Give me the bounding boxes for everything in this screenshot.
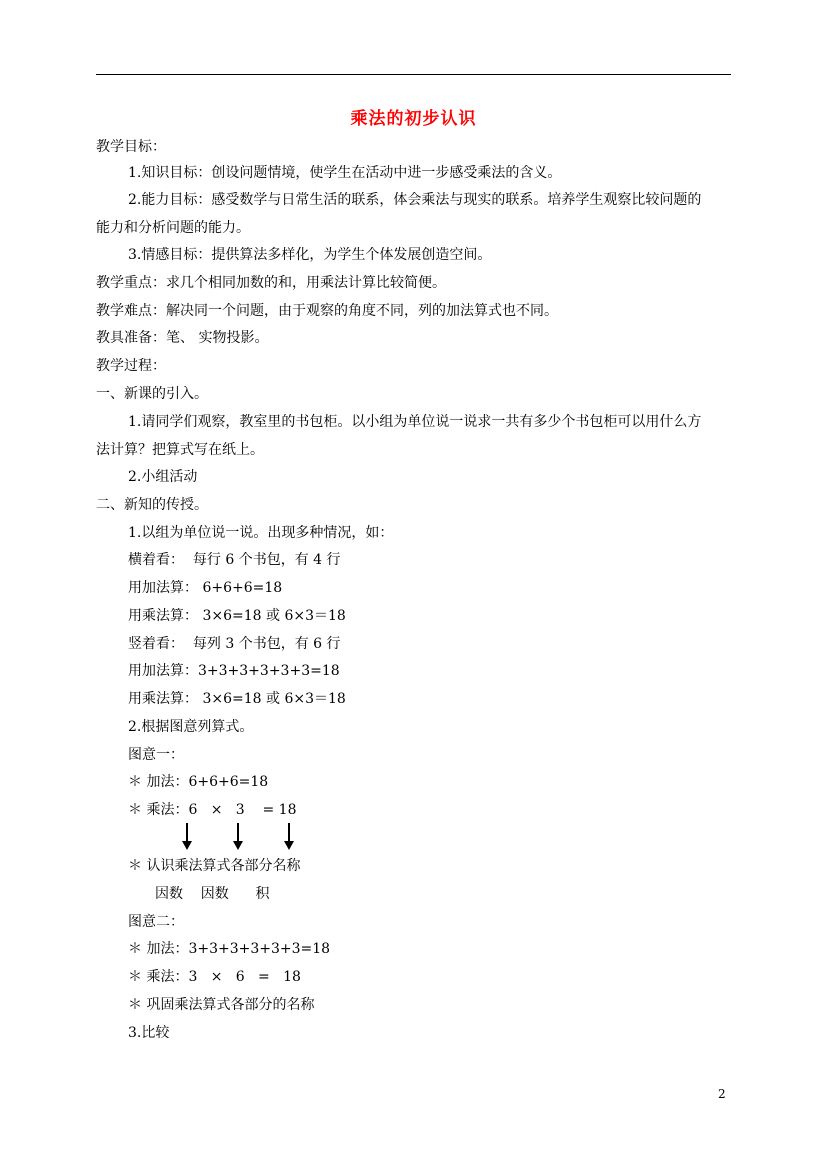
factor-product-labels: 因数 因数 积: [155, 886, 270, 902]
teaching-difficulty: 教学难点：解决同一个问题，由于观察的角度不同，列的加法算式也不同。: [96, 303, 558, 319]
teaching-tools: 教具准备：笔、 实物投影。: [96, 330, 269, 346]
figure-two-addition: ＊ 加法：3+3+3+3+3+3=18: [128, 941, 331, 957]
arrow-down-icon: [284, 823, 294, 851]
goals-heading: 教学目标：: [96, 139, 166, 155]
new-item1: 1.以组为单位说一说。出现多种情况，如：: [128, 525, 394, 541]
intro-item2: 2.小组活动: [128, 469, 198, 485]
header-rule: [96, 74, 731, 75]
teaching-focus: 教学重点：求几个相同加数的和，用乘法计算比较简便。: [96, 275, 446, 291]
figure-two-consolidate: ＊ 巩固乘法算式各部分的名称: [128, 997, 315, 1013]
horizontal-view: 横着看： 每行 6 个书包，有 4 行: [128, 552, 341, 568]
addition-1: 用加法算： 6+6+6=18: [128, 580, 283, 596]
multiplication-2: 用乘法算： 3×6=18 或 6×3＝18: [128, 691, 346, 707]
figure-one-addition: ＊ 加法：6+6+6=18: [128, 774, 269, 790]
figure-two-heading: 图意二：: [128, 914, 184, 930]
section-new-knowledge: 二、新知的传授。: [96, 497, 208, 513]
figure-one-multiplication: ＊ 乘法：6 × 3 = 18: [128, 802, 297, 818]
process-heading: 教学过程：: [96, 358, 166, 374]
multiplication-1: 用乘法算： 3×6=18 或 6×3＝18: [128, 608, 346, 624]
figure-two-multiplication: ＊ 乘法：3 × 6 = 18: [128, 969, 301, 985]
intro-item1-line1: 1.请同学们观察，教室里的书包柜。以小组为单位说一说求一共有多少个书包柜可以用什么方: [128, 414, 702, 430]
figure-one-heading: 图意一：: [128, 747, 184, 763]
goal-ability-line1: 2.能力目标：感受数学与日常生活的联系，体会乘法与现实的联系。培养学生观察比较问题的: [128, 192, 702, 208]
goal-emotion: 3.情感目标：提供算法多样化，为学生个体发展创造空间。: [128, 247, 492, 263]
arrow-down-icon: [233, 823, 243, 851]
page-title: 乘法的初步认识: [350, 109, 477, 129]
page-number: 2: [718, 1087, 726, 1101]
goal-ability-line2: 能力和分析问题的能力。: [96, 220, 250, 236]
addition-2: 用加法算：3+3+3+3+3+3=18: [128, 663, 340, 679]
figure-one-parts-heading: ＊ 认识乘法算式各部分名称: [128, 858, 301, 874]
arrow-down-icon: [182, 823, 192, 851]
new-item3: 3.比较: [128, 1025, 170, 1041]
goal-knowledge: 1.知识目标：创设问题情境，使学生在活动中进一步感受乘法的含义。: [128, 165, 562, 181]
vertical-view: 竖着看： 每列 3 个书包，有 6 行: [128, 636, 341, 652]
new-item2: 2.根据图意列算式。: [128, 719, 254, 735]
intro-item1-line2: 法计算？把算式写在纸上。: [96, 442, 264, 458]
section-intro: 一、新课的引入。: [96, 386, 208, 402]
